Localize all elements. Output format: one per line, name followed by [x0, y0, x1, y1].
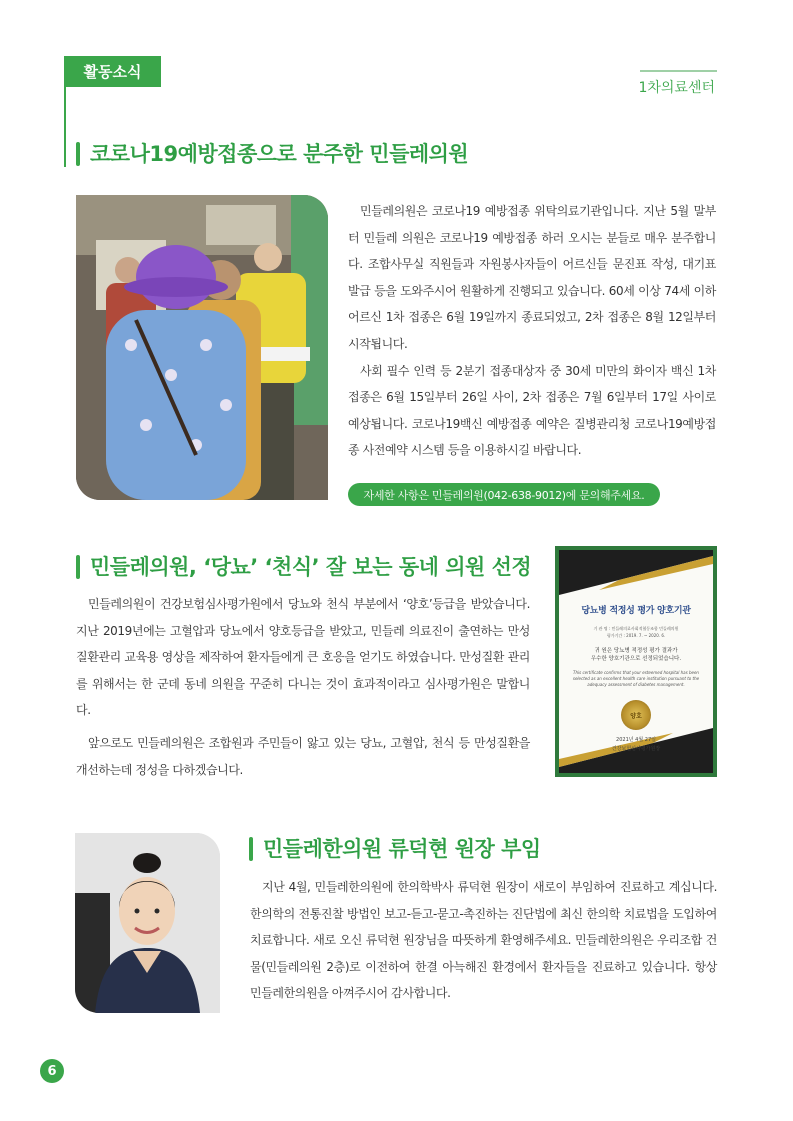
article3-paragraph: 지난 4월, 민들레한의원에 한의학박사 류덕현 원장이 새로이 부임하여 진료하고 계십니다. 한의학의 전통진찰 방법인 보고-듣고-묻고-촉진하는 진단법에 최신 한의학 치료법을 도입하여 치료합니다. 새로 오신 류덕현 원장님을 따뜻하게 환영해주세요. 민들레한의원은 우리조합 건물(민들레의원 2층)로 이전하여 한결 아늑해진 환경에서 환자들을 진료하고 있습니다. 항상 민들레한의원을 아껴주시어 감사합니다.: [250, 880, 717, 1001]
director-portrait-illustration: [75, 833, 220, 1013]
section-name: 1차의료센터: [638, 80, 715, 96]
article1-body: [348, 198, 716, 464]
certificate-paper: [559, 550, 713, 773]
gold-seal-icon: [621, 700, 651, 730]
article3-body: [250, 874, 717, 1007]
category-tag: 활동소식: [64, 56, 161, 87]
certificate-line: 귀 원은 당뇨병 적정성 평가 결과가: [594, 648, 678, 654]
section-rule: [640, 70, 717, 72]
header-vertical-rule: [64, 87, 66, 167]
article2-title: 민들레의원, ‘당뇨’ ‘천식’ 잘 보는 동네 의원 선정: [90, 555, 532, 579]
certificate-line: 평가기간 : 2019. 7. ~ 2020. 6.: [606, 633, 666, 638]
certificate-date: 2021년 4월 27일: [616, 737, 656, 743]
article2-paragraph: 민들레의원이 건강보험심사평가원에서 당뇨와 천식 부분에서 ‘양호’등급을 받았습니다. 지난 2019년에는 고혈압과 당뇨에서 양호등급을 받았고, 민들레 의료진이 출연하는 만성질환관리 교육용 영상을 제작하여 환자들에게 큰 호응을 얻기도 하였습니다. 만성질환 관리를 위해서는 한 군데 동네 의원을 꾸준히 다니는 것이 효과적이라고 심사평가원은 말합니다.: [76, 597, 530, 718]
article1-paragraph: 사회 필수 인력 등 2분기 접종대상자 중 30세 미만의 화이자 백신 1차 접종은 6월 15일부터 26일 사이, 2차 접종은 7월 6일부터 17일 사이로 예상됩니다. 코로나19백신 예방접종 예약은 질병관리청 코로나19예방접종 사전예약 시스템 등을 이용하시길 바랍니다.: [348, 363, 716, 458]
certificate-image: [555, 546, 717, 777]
director-portrait: [75, 833, 220, 1013]
page-number: 6: [40, 1059, 64, 1083]
certificate-title: 당뇨병 적정성 평가 양호기관: [581, 606, 691, 616]
certificate-english: This certificate confirms that your esteemed hospital has been selected as an excellent health care institution pursuant to the adequacy assessment of diabetes management.: [572, 670, 700, 687]
article1-paragraph: 민들레의원은 코로나19 예방접종 위탁의료기관입니다. 지난 5월 말부터 민들레 의원은 코로나19 예방접종 하러 오시는 분들로 매우 분주합니다. 조합사무실 직원들과 자원봉사자들이 어르신들 문진표 작성, 대기표 발급 등을 도와주시어 원활하게 진행되고 있습니다. 60세 이상 74세 이하 어르신 1차 접종은 6월 19일까지 종료되었고, 2차 접종은 8월 12일부터 시작됩니다.: [348, 204, 716, 351]
certificate-issuer: 건강보험심사평가원장: [611, 746, 661, 752]
article1-title: 코로나19예방접종으로 분주한 민들레의원: [90, 142, 469, 166]
article2-body: [76, 591, 530, 783]
certificate-line: 우수한 양호기관으로 선정되었습니다.: [590, 656, 682, 662]
contact-note: 자세한 사항은 민들레의원(042-638-9012)에 문의해주세요.: [348, 483, 660, 506]
vaccination-photo-illustration: [76, 195, 328, 500]
vaccination-photo: [76, 195, 328, 500]
heading-bar: [76, 555, 80, 579]
article2-paragraph: 앞으로도 민들레의원은 조합원과 주민들이 앓고 있는 당뇨, 고혈압, 천식 등 만성질환을 개선하는데 정성을 다하겠습니다.: [76, 735, 530, 777]
heading-bar: [249, 837, 253, 861]
certificate-line: 기 관 명 : 민들레의료사회적협동조합 민들레의원: [593, 626, 679, 631]
heading-bar: [76, 142, 80, 166]
seal-label: 양호: [630, 713, 642, 720]
article3-title: 민들레한의원 류덕현 원장 부임: [263, 837, 541, 861]
